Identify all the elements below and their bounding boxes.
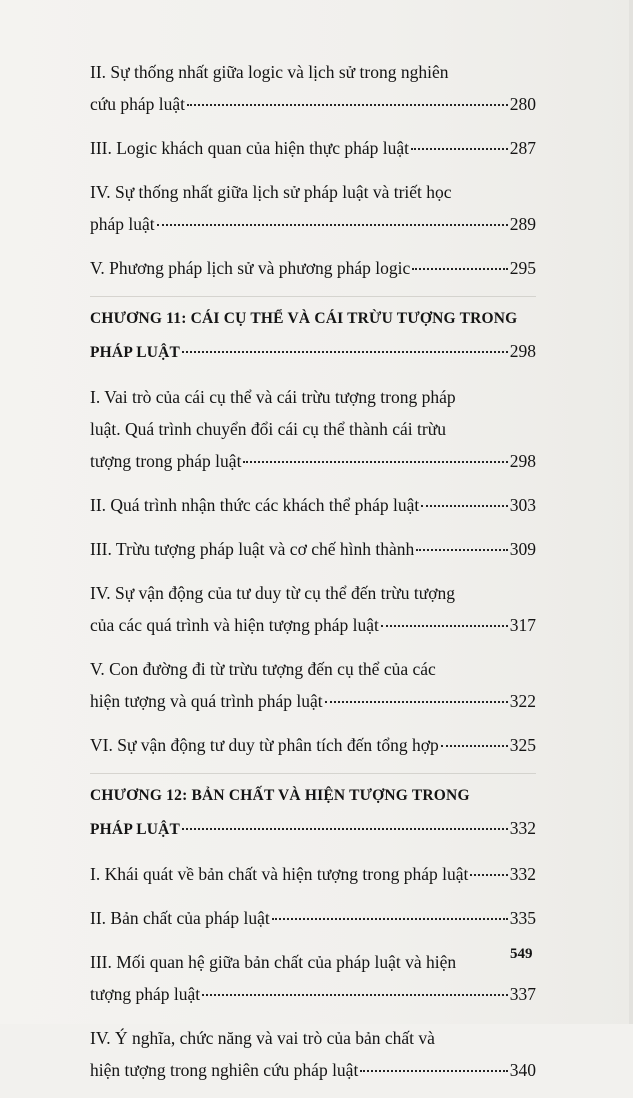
- dot-leader: [272, 918, 508, 920]
- toc-entry[interactable]: [90, 489, 536, 521]
- chapter-heading-entry[interactable]: [90, 780, 536, 846]
- toc-entry[interactable]: [90, 858, 536, 890]
- dot-leader: [243, 461, 507, 463]
- dot-leader: [360, 1070, 507, 1072]
- dot-leader: [470, 874, 507, 876]
- table-of-contents: [90, 56, 536, 1098]
- chapter-separator: [90, 296, 536, 297]
- toc-entry-last-line: [90, 1054, 536, 1086]
- toc-entry-title: III. Logic khách quan của hiện thực pháp luật: [90, 138, 410, 158]
- toc-page-number: 325: [509, 735, 536, 755]
- toc-entry-last-line: [90, 132, 536, 164]
- dot-leader: [412, 268, 507, 270]
- toc-entry-last-line: [90, 858, 536, 890]
- toc-page-number: 280: [509, 94, 536, 114]
- chapter-heading-entry[interactable]: [90, 303, 536, 369]
- toc-page-number: 298: [509, 341, 536, 361]
- dot-leader: [416, 549, 508, 551]
- toc-entry-line: I. Vai trò của cái cụ thể và cái trừu tượng trong pháp: [90, 387, 456, 407]
- toc-entry-title: VI. Sự vận động tư duy từ phân tích đến tổng hợp: [90, 735, 439, 755]
- toc-entry-title: V. Phương pháp lịch sử và phương pháp logic: [90, 258, 411, 278]
- dot-leader: [202, 994, 508, 996]
- toc-entry[interactable]: [90, 176, 536, 240]
- dot-leader: [182, 828, 508, 830]
- toc-entry-last-line: [90, 902, 536, 934]
- page-edge: [629, 0, 633, 1024]
- toc-entry-title: II. Bản chất của pháp luật: [90, 908, 270, 928]
- toc-entry-last-line: [90, 88, 536, 120]
- toc-entry-last-line: [90, 812, 536, 846]
- toc-entry-line: CHƯƠNG 12: BẢN CHẤT VÀ HIỆN TƯỢNG TRONG: [90, 787, 470, 804]
- dot-leader: [381, 625, 508, 627]
- toc-entry[interactable]: [90, 533, 536, 565]
- toc-entry-title: hiện tượng và quá trình pháp luật: [90, 691, 323, 711]
- toc-entry[interactable]: [90, 902, 536, 934]
- toc-entry[interactable]: [90, 252, 536, 284]
- dot-leader: [325, 701, 508, 703]
- toc-entry-line: IV. Ý nghĩa, chức năng và vai trò của bản chất và: [90, 1028, 435, 1048]
- toc-entry-title: PHÁP LUẬT: [90, 821, 181, 838]
- toc-entry[interactable]: [90, 577, 536, 641]
- dot-leader: [441, 745, 508, 747]
- toc-entry-title: tượng trong pháp luật: [90, 451, 242, 471]
- toc-entry-last-line: [90, 445, 536, 477]
- toc-entry-last-line: [90, 252, 536, 284]
- dot-leader: [187, 104, 508, 106]
- toc-entry-title: II. Quá trình nhận thức các khách thể pháp luật: [90, 495, 420, 515]
- toc-page-number: 309: [509, 539, 536, 559]
- toc-page-number: 322: [509, 691, 536, 711]
- toc-entry-line: CHƯƠNG 11: CÁI CỤ THỂ VÀ CÁI TRỪU TƯỢNG TRONG: [90, 310, 518, 327]
- toc-entry-last-line: [90, 335, 536, 369]
- page-number: 549: [510, 946, 533, 962]
- toc-entry-title: hiện tượng trong nghiên cứu pháp luật: [90, 1060, 359, 1080]
- toc-page-number: 303: [509, 495, 536, 515]
- toc-entry-last-line: [90, 208, 536, 240]
- dot-leader: [157, 224, 508, 226]
- toc-entry-title: cứu pháp luật: [90, 94, 186, 114]
- toc-entry-title: của các quá trình và hiện tượng pháp luật: [90, 615, 379, 635]
- toc-page-number: 335: [509, 908, 536, 928]
- toc-entry-last-line: [90, 533, 536, 565]
- toc-page-number: 340: [509, 1060, 536, 1080]
- toc-entry-line: IV. Sự thống nhất giữa lịch sử pháp luật và triết học: [90, 182, 452, 202]
- toc-entry-line: V. Con đường đi từ trừu tượng đến cụ thể của các: [90, 659, 436, 679]
- toc-entry-last-line: [90, 685, 536, 717]
- toc-entry-title: III. Trừu tượng pháp luật và cơ chế hình thành: [90, 539, 415, 559]
- toc-page-number: 317: [509, 615, 536, 635]
- toc-entry[interactable]: [90, 381, 536, 477]
- toc-page-number: 287: [509, 138, 536, 158]
- toc-entry[interactable]: [90, 132, 536, 164]
- toc-page-number: 298: [509, 451, 536, 471]
- toc-entry-line: III. Mối quan hệ giữa bản chất của pháp luật và hiện: [90, 952, 457, 972]
- toc-page-number: 295: [509, 258, 536, 278]
- toc-entry-title: tượng pháp luật: [90, 984, 201, 1004]
- dot-leader: [182, 351, 508, 353]
- toc-page-number: 332: [509, 864, 536, 884]
- toc-entry-title: I. Khái quát về bản chất và hiện tượng trong pháp luật: [90, 864, 469, 884]
- toc-entry[interactable]: [90, 946, 536, 1010]
- toc-entry-title: PHÁP LUẬT: [90, 344, 181, 361]
- dot-leader: [411, 148, 508, 150]
- chapter-separator: [90, 773, 536, 774]
- toc-entry[interactable]: [90, 56, 536, 120]
- toc-entry-last-line: [90, 978, 536, 1010]
- toc-page-number: 332: [509, 818, 536, 838]
- toc-entry-line: IV. Sự vận động của tư duy từ cụ thể đến trừu tượng: [90, 583, 455, 603]
- toc-entry-line: II. Sự thống nhất giữa logic và lịch sử trong nghiên: [90, 62, 449, 82]
- toc-page-number: 337: [509, 984, 536, 1004]
- toc-entry-last-line: [90, 489, 536, 521]
- toc-page-number: 289: [509, 214, 536, 234]
- toc-entry[interactable]: [90, 729, 536, 761]
- toc-entry-title: pháp luật: [90, 214, 155, 234]
- dot-leader: [421, 505, 508, 507]
- toc-entry[interactable]: [90, 1022, 536, 1086]
- toc-entry-last-line: [90, 609, 536, 641]
- toc-entry-line: luật. Quá trình chuyển đổi cái cụ thể thành cái trừu: [90, 419, 446, 439]
- toc-entry-last-line: [90, 729, 536, 761]
- toc-entry[interactable]: [90, 653, 536, 717]
